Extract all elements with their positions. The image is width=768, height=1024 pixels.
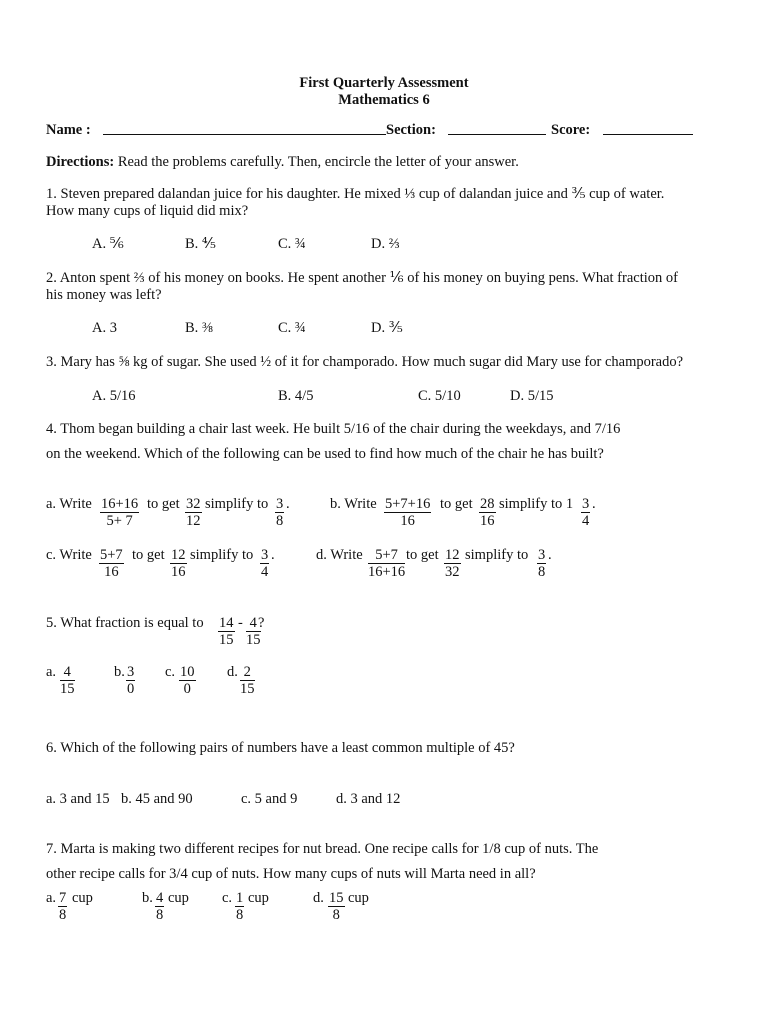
denominator: 4 [582,513,590,529]
q4d-end: . [548,547,552,563]
denominator: 15 [60,681,75,697]
q3-choice-a[interactable]: A. 5/16 [92,388,136,404]
numerator: 5+7 [100,547,123,563]
q5b-fraction [126,664,135,697]
denominator: 16 [400,513,415,529]
denominator: 16 [171,564,186,580]
page-title: First Quarterly Assessment [299,75,469,91]
q4b-prefix: b. Write [330,496,377,512]
denominator: 15 [246,632,261,648]
q4a-prefix: a. Write [46,496,92,512]
unit-label: cup [168,890,189,906]
q1-text-line1: 1. Steven prepared dalandan juice for his daughter. He mixed ⅓ cup of dalandan juice and ⅗ cup of water. [46,186,665,202]
numerator: 3 [127,664,135,680]
q4b-fraction-1 [384,496,431,529]
q4b-mid2: simplify to 1 [499,496,574,512]
numerator: 16+16 [101,496,139,512]
numerator: 7 [59,890,67,906]
q1-choice-a[interactable]: A. ⅚ [92,236,124,252]
q5c-fraction [179,664,196,697]
q4c-end: . [271,547,275,563]
numerator: 28 [480,496,495,512]
q3-choice-d[interactable]: D. 5/15 [510,388,554,404]
q4b-mid: to get [440,496,473,512]
q5d-fraction [240,664,255,697]
q4d-mid2: simplify to [465,547,529,563]
q7b-fraction [155,890,164,923]
numerator: 3 [538,547,546,563]
numerator: 5+7 [368,547,405,564]
numerator: 10 [180,664,195,680]
q3-choice-b[interactable]: B. 4/5 [278,388,314,404]
q4d-mid: to get [406,547,439,563]
q5-end: ? [258,615,265,631]
numerator: 15 [329,890,344,906]
choice-label: c. [222,890,233,906]
denominator: 16+16 [368,564,406,580]
q4b-fraction-2 [479,496,496,529]
q2-text-line2: his money was left? [46,287,162,303]
numerator: 14 [219,615,234,631]
q4d-fraction-3 [537,547,546,580]
q1-choice-b[interactable]: B. ⅘ [185,236,216,252]
denominator: 0 [183,681,191,697]
denominator: 8 [59,907,67,923]
q3-text: 3. Mary has ⅝ kg of sugar. She used ½ of it for champorado. How much sugar did Mary use for champorado? [46,354,684,370]
q6-text: 6. Which of the following pairs of numbers have a least common multiple of 45? [46,740,515,756]
q4a-fraction-2 [185,496,202,529]
q4-text-line1: 4. Thom began building a chair last week. He built 5/16 of the chair during the weekdays, and 7/16 [46,421,621,437]
denominator: 32 [445,564,460,580]
denominator: 8 [332,907,340,923]
q4c-mid2: simplify to [190,547,254,563]
choice-label: a. [46,890,57,906]
q2-choice-d[interactable]: D. ⅗ [371,320,403,336]
numerator: 3 [261,547,269,563]
numerator: 5+7+16 [385,496,431,512]
page-subtitle: Mathematics 6 [338,92,430,108]
choice-label: c. [165,664,176,680]
q5-fraction-1 [218,615,235,648]
q6-choice-d[interactable]: d. 3 and 12 [336,791,401,807]
denominator: 8 [156,907,164,923]
numerator: 3 [276,496,284,512]
denominator: 16 [480,513,495,529]
q2-choice-c[interactable]: C. ¾ [278,320,306,336]
numerator: 4 [246,615,261,632]
unit-label: cup [72,890,93,906]
numerator: 2 [240,664,255,681]
q2-choice-b[interactable]: B. ⅜ [185,320,213,336]
q6-choice-b[interactable]: b. 45 and 90 [121,791,193,807]
q2-text-line1: 2. Anton spent ⅔ of his money on books. He spent another ⅙ of his money on buying pens. What fraction of [46,270,678,286]
q7d-fraction [328,890,345,923]
q7-text-line2: other recipe calls for 3/4 cup of nuts. How many cups of nuts will Marta need in all? [46,866,536,882]
q4a-mid2: simplify to [205,496,269,512]
choice-label: d. [227,664,238,680]
q4a-fraction-3 [275,496,284,529]
directions-text: Read the problems carefully. Then, encircle the letter of your answer. [114,154,519,170]
denominator: 8 [538,564,546,580]
numerator: 1 [236,890,244,906]
q5a-fraction [60,664,75,697]
numerator: 12 [445,547,460,563]
numerator: 4 [156,890,164,906]
choice-label: b. [114,664,125,680]
q4d-fraction-1 [368,547,405,580]
q7c-fraction [235,890,244,923]
denominator: 5+ 7 [106,513,133,529]
q4b-end: . [592,496,596,512]
q6-choice-a[interactable]: a. 3 and 15 [46,791,110,807]
q2-choice-a[interactable]: A. 3 [92,320,117,336]
choice-label: d. [313,890,324,906]
q1-choice-d[interactable]: D. ⅔ [371,236,400,252]
q4d-fraction-2 [444,547,461,580]
numerator: 4 [60,664,75,681]
q4c-fraction-1 [99,547,124,580]
denominator: 15 [240,681,255,697]
q6-choice-c[interactable]: c. 5 and 9 [241,791,298,807]
section-field[interactable] [448,122,546,135]
score-field[interactable] [603,122,693,135]
q4a-end: . [286,496,290,512]
section-label: Section: [386,122,436,138]
name-label: Name : [46,122,91,138]
q5-operator: - [238,615,243,631]
denominator: 0 [127,681,135,697]
q4c-fraction-2 [170,547,187,580]
numerator: 3 [582,496,590,512]
denominator: 15 [219,632,234,648]
q4a-fraction-1 [100,496,139,529]
q7-text-line1: 7. Marta is making two different recipes for nut bread. One recipe calls for 1/8 cup of nuts. The [46,841,599,857]
unit-label: cup [348,890,369,906]
q4c-fraction-3 [260,547,269,580]
q4c-prefix: c. Write [46,547,92,563]
q4d-prefix: d. Write [316,547,363,563]
denominator: 12 [186,513,201,529]
denominator: 8 [276,513,284,529]
choice-label: a. [46,664,57,680]
q4c-mid: to get [132,547,165,563]
denominator: 16 [104,564,119,580]
q7a-fraction [58,890,67,923]
q4a-mid: to get [147,496,180,512]
q4b-fraction-3 [581,496,590,529]
q1-text-line2: How many cups of liquid did mix? [46,203,249,219]
numerator: 32 [186,496,201,512]
unit-label: cup [248,890,269,906]
directions [46,154,519,171]
q4-text-line2: on the weekend. Which of the following can be used to find how much of the chair he has built? [46,446,604,462]
denominator: 4 [261,564,269,580]
choice-label: b. [142,890,153,906]
directions-label: Directions: [46,154,115,170]
name-field[interactable] [103,122,386,135]
q1-choice-c[interactable]: C. ¾ [278,236,306,252]
q5-prefix: 5. What fraction is equal to [46,615,204,631]
numerator: 12 [171,547,186,563]
denominator: 8 [236,907,244,923]
score-label: Score: [551,122,591,138]
q3-choice-c[interactable]: C. 5/10 [418,388,461,404]
